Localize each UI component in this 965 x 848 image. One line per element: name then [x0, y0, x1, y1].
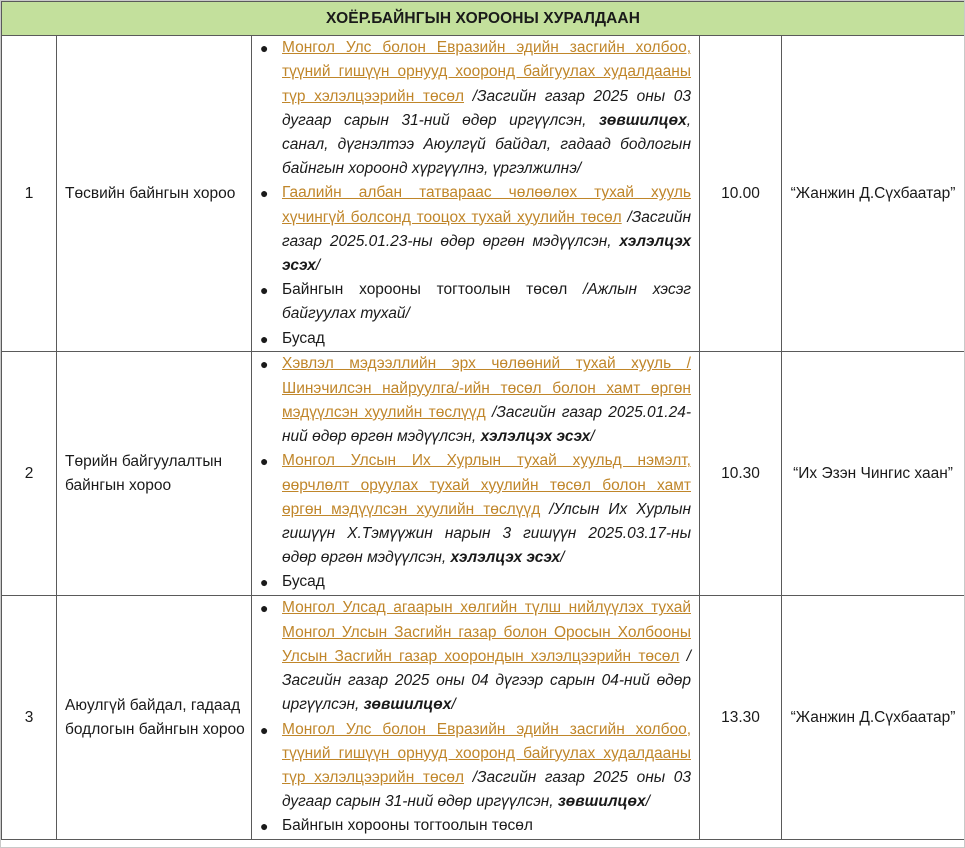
- agenda-item: [256, 718, 691, 815]
- agenda-item: [256, 181, 691, 278]
- row-number: 1: [2, 36, 57, 352]
- bullet-icon: ●: [260, 600, 269, 617]
- meeting-room: “Их Эзэн Чингис хаан”: [782, 352, 965, 596]
- decision-type: зөвшилцөх: [363, 696, 452, 714]
- table-row: [2, 352, 965, 596]
- agenda-cell: [252, 352, 700, 596]
- agenda-item-note: /Засгийн газар 2025.01.23-ны өдөр өргөн мэдүүлсэн, хэлэлцэх эсэх/: [282, 208, 691, 274]
- agenda-item-link[interactable]: Монгол Улс болон Евразийн эдийн засгийн холбоо, түүний гишүүн орнууд хооронд байгуулах худалдааны түр хэлэлцээрийн төсөл: [282, 720, 691, 786]
- row-number: 3: [2, 596, 57, 840]
- committee-name: Төрийн байгуулалтын байнгын хороо: [57, 352, 252, 596]
- agenda-item: [256, 36, 691, 181]
- agenda-item-note: /Засгийн газар 2025 оны 03 дугаар сарын 31-ний өдөр иргүүлсэн, зөвшилцөх, санал, дүгнэлтээ Аюулгүй байдал, гадаад бодлогын байнгын хороонд хүргүүлнэ, үргэлжилнэ/: [282, 87, 692, 178]
- committee-schedule-table: [1, 1, 965, 840]
- section-title: ХОЁР.БАЙНГЫН ХОРООНЫ ХУРАЛДААН: [2, 2, 965, 36]
- agenda-item-link[interactable]: Монгол Улсын Их Хурлын тухай хуульд нэмэлт, өөрчлөлт оруулах тухай хуулийн төсөл болон хамт өргөн мэдүүлсэн хуулийн төслүүд: [282, 452, 691, 518]
- committee-name: Аюулгүй байдал, гадаад бодлогын байнгын хороо: [57, 596, 252, 840]
- bullet-icon: ●: [260, 356, 269, 373]
- meeting-time: 10.30: [700, 352, 782, 596]
- bullet-icon: ●: [260, 721, 269, 738]
- agenda-cell: [252, 36, 700, 352]
- agenda-item-text: Байнгын хорооны тогтоолын төсөл: [282, 281, 584, 299]
- agenda-item-note: /Засгийн газар 2025 оны 04 дүгээр сарын 04-ний өдөр иргүүлсэн, зөвшилцөх/: [282, 647, 691, 714]
- committee-name: Төсвийн байнгын хороо: [57, 36, 252, 352]
- decision-type: зөвшилцөх: [557, 793, 646, 811]
- agenda-item: [256, 449, 691, 570]
- agenda-item-text: Байнгын хорооны тогтоолын төсөл: [282, 817, 533, 835]
- table-row: [2, 36, 965, 352]
- meeting-time: 13.30: [700, 596, 782, 840]
- decision-type: хэлэлцэх эсэх: [282, 232, 691, 274]
- agenda-item: [256, 327, 691, 351]
- agenda-item-link[interactable]: Гаалийн албан татвараас чөлөөлөх тухай хууль хүчингүй болсонд тооцох тухай хуулийн төсөл: [282, 184, 691, 226]
- agenda-item-text: Бусад: [282, 329, 325, 347]
- agenda-item: [256, 352, 691, 449]
- agenda-item-link[interactable]: Монгол Улс болон Евразийн эдийн засгийн холбоо, түүний гишүүн орнууд хооронд байгуулах худалдааны түр хэлэлцээрийн төсөл: [282, 39, 691, 105]
- decision-type: хэлэлцэх эсэх: [450, 549, 561, 567]
- table-row: [2, 596, 965, 840]
- bullet-icon: ●: [260, 40, 269, 57]
- agenda-cell: [252, 596, 700, 840]
- table-header-row: [2, 2, 965, 36]
- agenda-item-note: /Засгийн газар 2025 оны 03 дугаар сарын 31-ний өдөр иргүүлсэн, зөвшилцөх/: [282, 768, 692, 811]
- row-number: 2: [2, 352, 57, 596]
- bullet-icon: ●: [260, 282, 269, 299]
- agenda-item-note: /Улсын Их Хурлын гишүүн Х.Тэмүүжин нарын 3 гишүүн 2025.03.17-ны өдөр өргөн мэдүүлсэн, хэлэлцэх эсэх/: [282, 500, 692, 567]
- meeting-time: 10.00: [700, 36, 782, 352]
- agenda-item-note: /Засгийн газар 2025.01.24-ний өдөр өргөн мэдүүлсэн, хэлэлцэх эсэх/: [282, 403, 691, 446]
- decision-type: зөвшилцөх: [598, 111, 687, 129]
- agenda-item: [256, 278, 691, 326]
- meeting-room: “Жанжин Д.Сүхбаатар”: [782, 596, 965, 840]
- agenda-item-link[interactable]: Монгол Улсад агаарын хөлгийн түлш нийлүүлэх тухай Монгол Улсын Засгийн газар болон Оросын Холбооны Улсын Засгийн газар хоорондын хэлэлцээрийн төсөл: [282, 599, 691, 665]
- bullet-icon: ●: [260, 574, 269, 591]
- agenda-item: [256, 814, 691, 838]
- agenda-item-note: /Ажлын хэсэг байгуулах тухай/: [282, 281, 691, 323]
- agenda-item: [256, 596, 691, 717]
- agenda-item-text: Бусад: [282, 573, 325, 591]
- bullet-icon: ●: [260, 185, 269, 202]
- meeting-room: “Жанжин Д.Сүхбаатар”: [782, 36, 965, 352]
- bullet-icon: ●: [260, 818, 269, 835]
- agenda-item-link[interactable]: Хэвлэл мэдээллийн эрх чөлөөний тухай хууль /Шинэчилсэн найруулга/-ийн төсөл болон хамт өргөн мэдүүлсэн хуулийн төслүүд: [282, 355, 691, 421]
- bullet-icon: ●: [260, 330, 269, 347]
- agenda-item: [256, 570, 691, 594]
- decision-type: хэлэлцэх эсэх: [480, 428, 591, 446]
- bullet-icon: ●: [260, 453, 269, 470]
